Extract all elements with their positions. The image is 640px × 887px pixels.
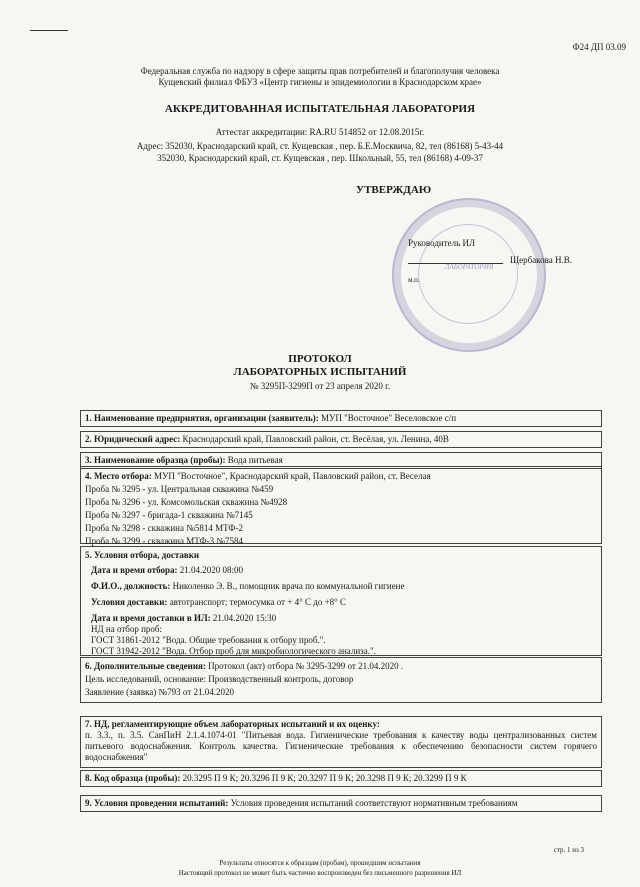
section-6-value: Протокол (акт) отбора № 3295-3299 от 21.04.2020 . xyxy=(205,661,404,671)
form-code: Ф24 ДП 03.09 xyxy=(572,42,626,52)
address-1: Адрес: 352030, Краснодарский край, ст. Кущевская , пер. Б.Е.Москвича, 82, тел (86168) 5-43-44 xyxy=(136,141,504,151)
section-applicant xyxy=(80,410,602,427)
approval-title: УТВЕРЖДАЮ xyxy=(356,184,432,196)
org-line-1: Федеральная служба по надзору в сфере защиты прав потребителей и благополучия человека xyxy=(140,66,500,76)
section-9-label: 9. Условия проведения испытаний: xyxy=(85,798,229,808)
section-1-label: 1. Наименование предприятия, организации (заявитель): xyxy=(85,413,319,423)
section-1-value: МУП "Восточное" Веселовское с/п xyxy=(318,413,457,423)
delivery-date-value: 21.04.2020 15:30 xyxy=(210,613,277,623)
section-8-label: 8. Код образца (пробы): xyxy=(85,773,181,783)
sampling-date-value: 21.04.2020 08:00 xyxy=(177,565,243,575)
sampling-nd-label: НД на отбор проб: xyxy=(91,624,162,634)
section-8-value: 20.3295 П 9 К; 20.3296 П 9 К; 20.3297 П 9 К; 20.3298 П 9 К; 20.3299 П 9 К xyxy=(180,773,467,783)
footer-line-1: Результаты относятся к образцам (пробам), прошедшим испытания xyxy=(219,859,421,867)
section-9-value: Условия проведения испытаний соответствуют нормативным требованиям xyxy=(228,798,518,808)
protocol-number: № 3295П-3299П от 23 апреля 2020 г. xyxy=(249,381,391,391)
section-4-label: 4. Место отбора: xyxy=(85,471,152,481)
section-7-label: 7. НД, регламентирующие объем лабораторных испытаний и их оценку: xyxy=(85,719,380,729)
section-legal-address xyxy=(80,431,602,448)
sample-line-2: Проба № 3296 - ул. Комсомольская скважина №4928 xyxy=(85,497,288,507)
delivery-date-label: Дата и время доставки в ИЛ: xyxy=(91,613,211,623)
sampler-label: Ф.И.О., должность: xyxy=(91,581,171,591)
sampling-nd-1: ГОСТ 31861-2012 "Вода. Общие требования к отбору проб.". xyxy=(91,635,326,645)
section-test-conditions xyxy=(80,795,602,812)
delivery-conditions-label: Условия доставки: xyxy=(91,597,168,607)
attestation: Аттестат аккредитации: RA.RU 514852 от 12.08.2015г. xyxy=(215,127,425,137)
section-sampling-place xyxy=(80,466,602,544)
section-2-value: Краснодарский край, Павловский район, ст. Весёлая, ул. Ленина, 40В xyxy=(180,434,449,444)
lab-title: АККРЕДИТОВАННАЯ ИСПЫТАТЕЛЬНАЯ ЛАБОРАТОРИЯ xyxy=(164,103,476,115)
sample-line-1: Проба № 3295 - ул. Центральная скважина №459 xyxy=(85,484,274,494)
section-3-value: Вода питьевая xyxy=(225,455,283,465)
corner-mark xyxy=(30,30,68,31)
sample-line-3: Проба № 3297 - бригада-1 скважина №7145 xyxy=(85,510,253,520)
research-purpose: Цель исследований, основание: Производственный контроль, договор xyxy=(85,674,354,684)
lab-stamp xyxy=(392,198,546,352)
section-5-label: 5. Условия отбора, доставки xyxy=(85,550,200,560)
stamp-place-mark: м.п. xyxy=(408,276,420,284)
section-additional-info xyxy=(80,657,602,703)
section-sampling-conditions xyxy=(80,546,602,656)
protocol-title: ПРОТОКОЛ xyxy=(288,353,352,365)
sampling-date-label: Дата и время отбора: xyxy=(91,565,178,575)
address-2: 352030, Краснодарский край, ст. Кущевская , пер. Школьный, 55, тел (86168) 4-09-37 xyxy=(157,153,483,163)
section-4-value: МУП "Восточное", Краснодарский край, Павловский район, ст. Веселая xyxy=(151,471,431,481)
section-3-label: 3. Наименование образца (пробы): xyxy=(85,455,226,465)
delivery-conditions-value: автотранспорт; термосумка от + 4° С до +8° С xyxy=(167,597,347,607)
approver-name: Щербакова Н.В. xyxy=(510,255,572,265)
section-2-label: 2. Юридический адрес: xyxy=(85,434,181,444)
sample-line-4: Проба № 3298 - скважина №5814 МТФ-2 xyxy=(85,523,243,533)
footer-line-2: Настоящий протокол не может быть частично воспроизведен без письменного разрешения ИЛ xyxy=(178,869,462,877)
lab-stamp-text: ЛАБОРАТОРИЯ xyxy=(444,263,494,271)
approver-role: Руководитель ИЛ xyxy=(408,238,476,248)
sampler-value: Николенко Э. В., помощник врача по коммунальной гигиене xyxy=(170,581,405,591)
application-number: Заявление (заявка) №793 от 21.04.2020 xyxy=(85,687,234,697)
org-line-2: Кущевский филиал ФБУЗ «Центр гигиены и эпидемиологии в Краснодарском крае» xyxy=(158,77,482,87)
page-number: стр. 1 из 3 xyxy=(553,846,584,854)
section-sample-codes xyxy=(80,770,602,787)
section-6-label: 6. Дополнительные сведения: xyxy=(85,661,206,671)
signature-line xyxy=(408,263,503,264)
section-7-text: п. 3.3., п. 3.5. СанПиН 2.1.4.1074-01 "Питьевая вода. Гигиенические требования к качеству воды централизованных систем питьевого водоснабжения. Контроль качества. Гигиенические требования к обеспечению безопасности систем горячего водоснабжения" xyxy=(85,730,597,762)
sample-line-5: Проба № 3299 - скважина МТФ-3 №7584 xyxy=(85,536,243,546)
section-regulations xyxy=(80,716,602,768)
protocol-subtitle: ЛАБОРАТОРНЫХ ИСПЫТАНИЙ xyxy=(233,366,407,378)
sampling-nd-2: ГОСТ 31942-2012 "Вода. Отбор проб для микробиологического анализа.". xyxy=(91,646,376,656)
